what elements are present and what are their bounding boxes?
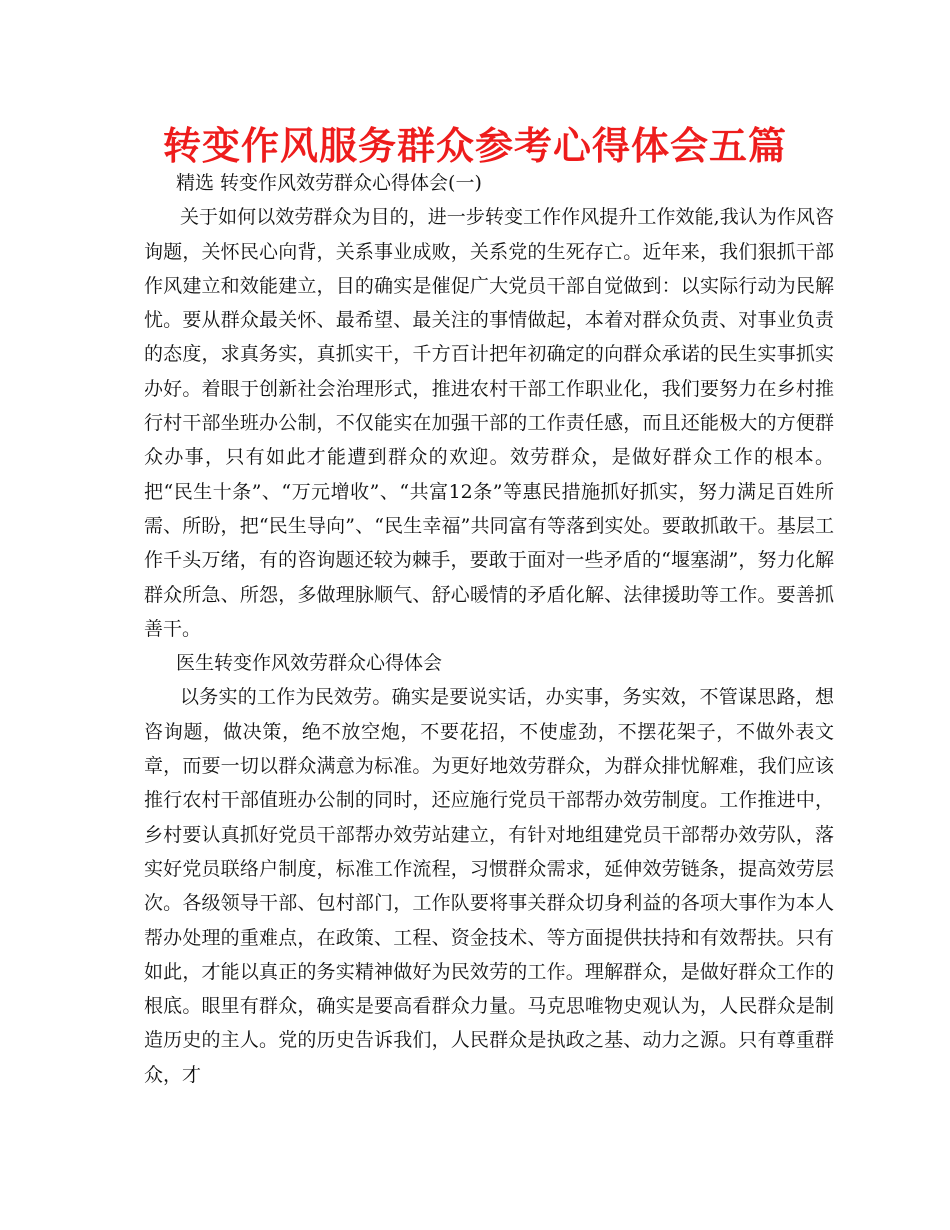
document-body	[144, 166, 834, 1092]
section-paragraph-1: 关于如何以效劳群众为目的，进一步转变工作作风提升工作效能,我认为作风咨询题，关怀民心向背，关系事业成败，关系党的生死存亡。近年来，我们狠抓干部作风建立和效能建立，目的确实是催促广大党员干部自觉做到：以实际行动为民解忧。要从群众最关怀、最希望、最关注的事情做起，本着对群众负责、对事业负责的态度，求真务实，真抓实干，千方百计把年初确定的向群众承诺的民生实事抓实办好。着眼于创新社会治理形式，推进农村干部工作职业化，我们要努力在乡村推行村干部坐班办公制，不仅能实在加强干部的工作责任感，而且还能极大的方便群众办事，只有如此才能遭到群众的欢迎。效劳群众，是做好群众工作的根本。把“民生十条”、“万元增收”、“共富12条”等惠民措施抓好抓实，努力满足百姓所需、所盼，把“民生导向”、“民生幸福”共同富有等落到实处。要敢抓敢干。基层工作千头万绪，有的咨询题还较为棘手，要敢于面对一些矛盾的“堰塞湖”，努力化解群众所急、所怨，多做理脉顺气、舒心暖情的矛盾化解、法律援助等工作。要善抓善干。	[144, 206, 834, 640]
section-paragraph-2: 以务实的工作为民效劳。确实是要说实话，办实事，务实效，不管谋思路，想咨询题，做决策，绝不放空炮，不要花招，不使虚劲，不摆花架子，不做外表文章，而要一切以群众满意为标准。为更好地效劳群众，为群众排忧解难，我们应该推行农村干部值班办公制的同时，还应施行党员干部帮办效劳制度。工作推进中，乡村要认真抓好党员干部帮办效劳站建立，有针对地组建党员干部帮办效劳队，落实好党员联络户制度，标准工作流程，习惯群众需求，延伸效劳链条，提高效劳层次。各级领导干部、包村部门，工作队要将事关群众切身利益的各项大事作为本人帮办处理的重难点，在政策、工程、资金技术、等方面提供扶持和有效帮扶。只有如此，才能以真正的务实精神做好为民效劳的工作。理解群众，是做好群众工作的根底。眼里有群众，确实是要高看群众力量。马克思唯物史观认为，人民群众是制造历史的主人。党的历史告诉我们，人民群众是执政之基、动力之源。只有尊重群众，才	[144, 686, 834, 1086]
document-title: 转变作风服务群众参考心得体会五篇	[162, 124, 787, 168]
section-heading-2: 医生转变作风效劳群众心得体会	[176, 652, 443, 675]
section-heading-1: 精选 转变作风效劳群众心得体会(一)	[176, 172, 482, 194]
